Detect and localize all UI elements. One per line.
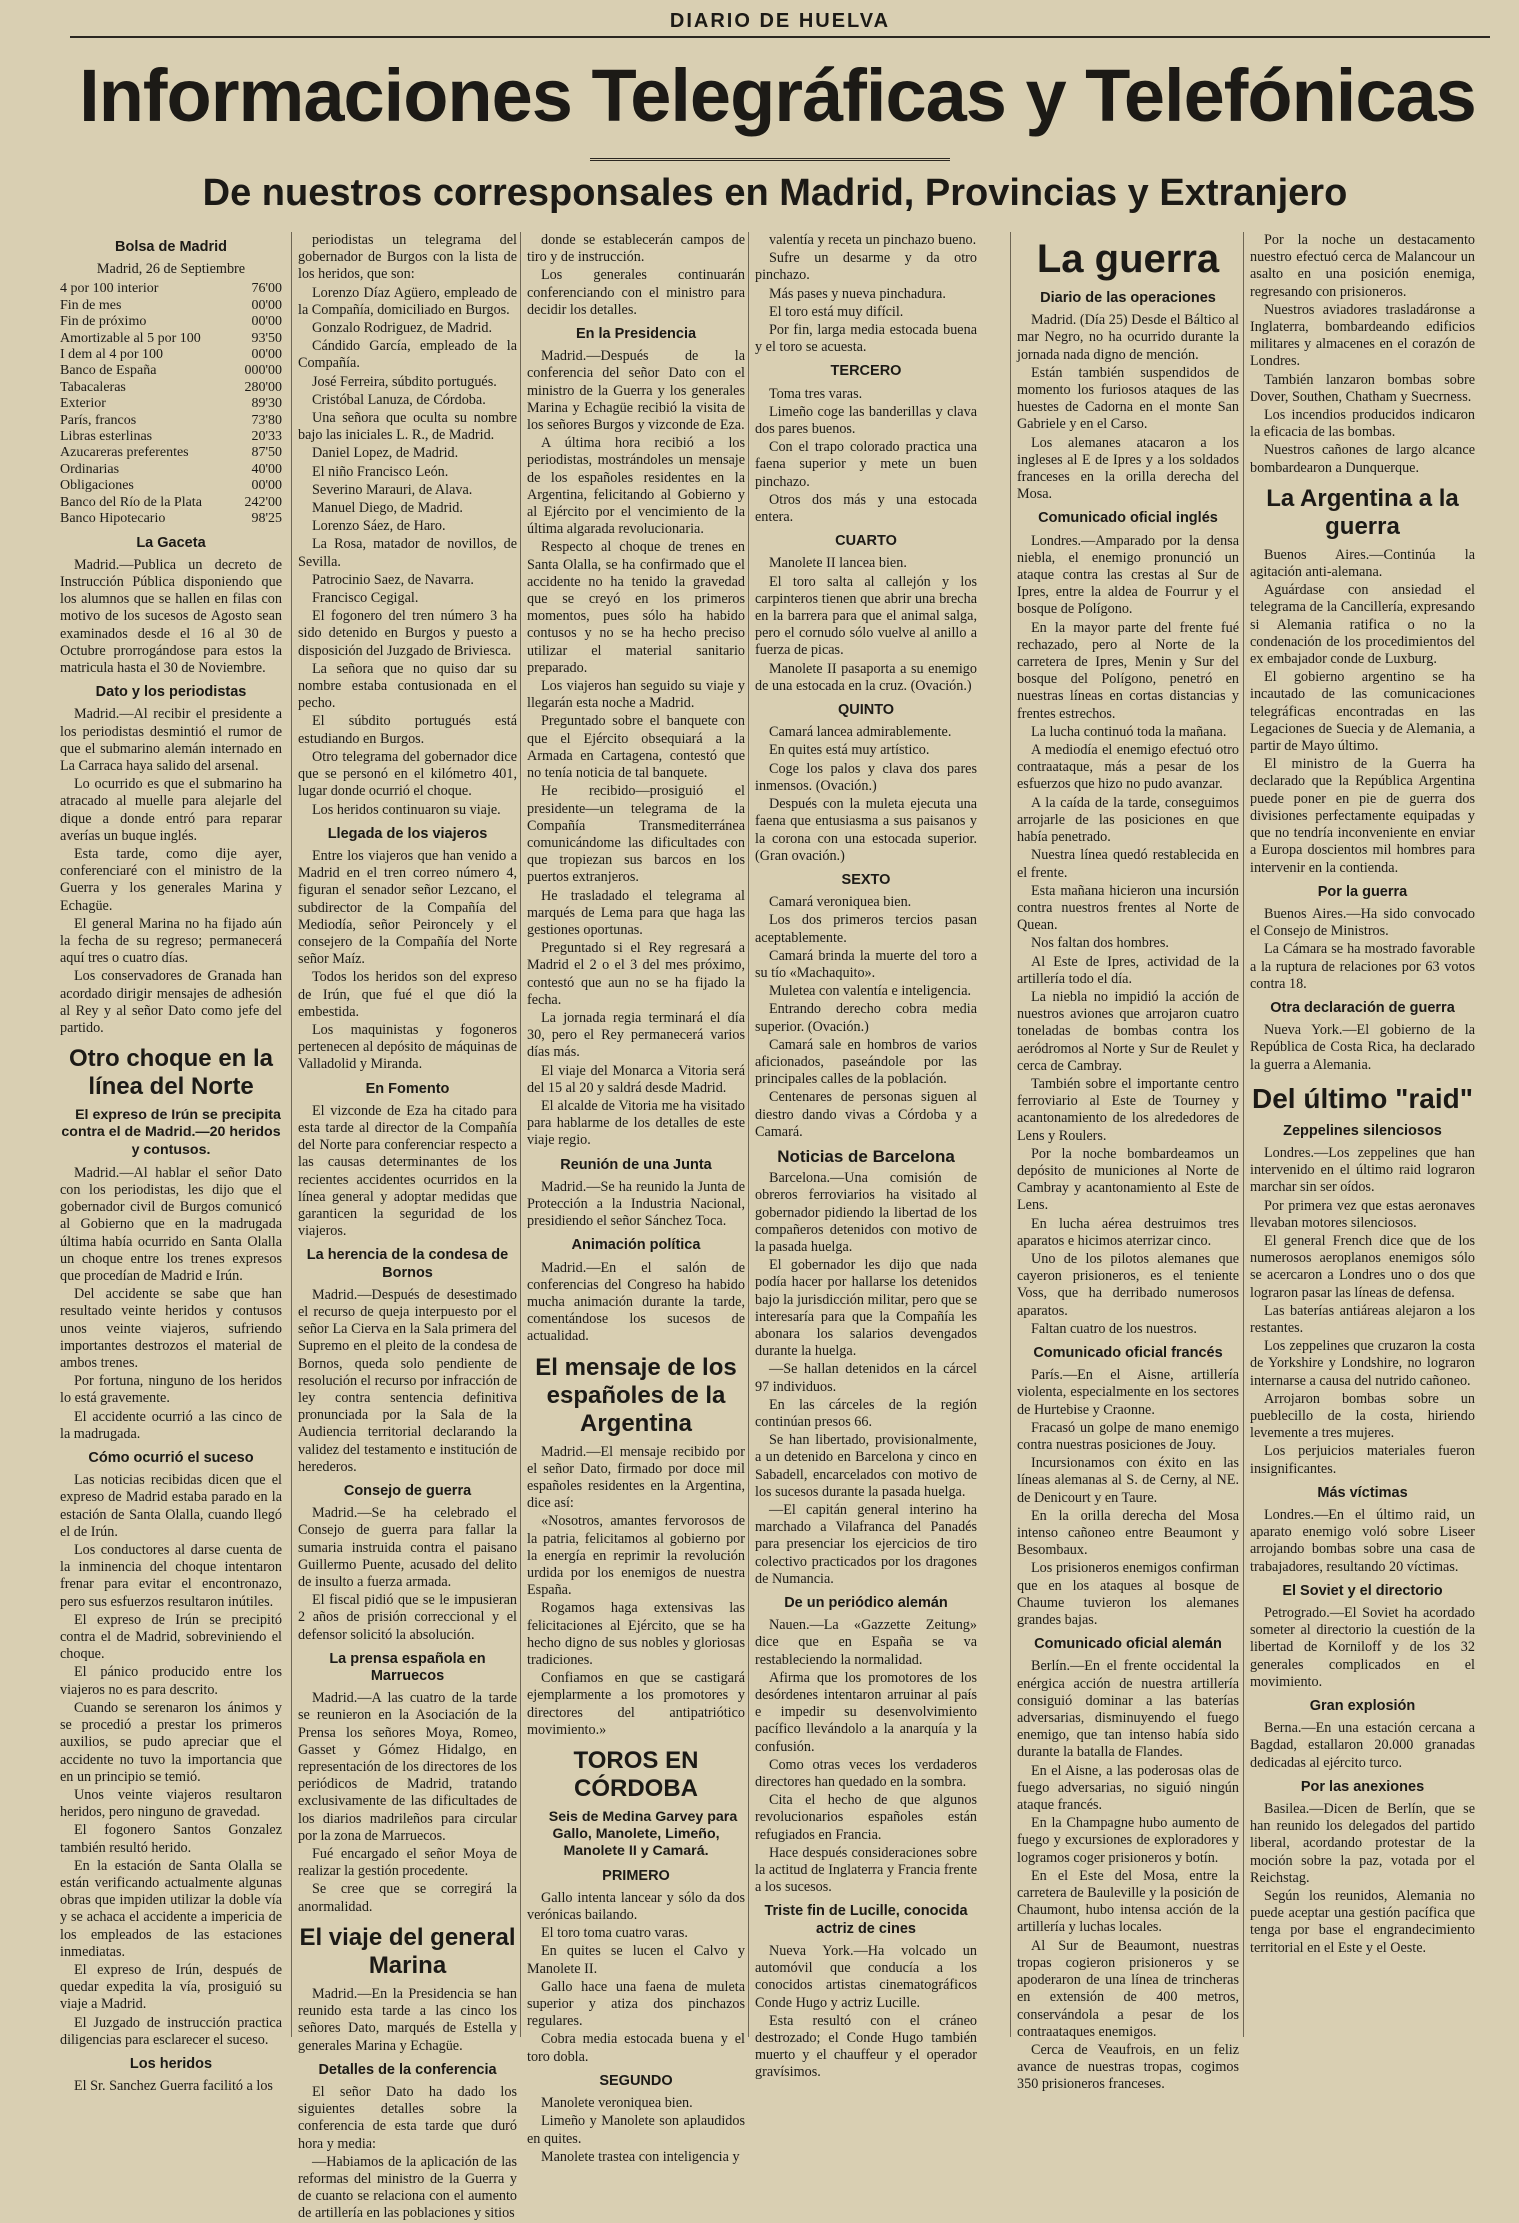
- article-paragraph: Gallo intenta lancear y sólo da dos verónicas bailando.: [527, 1889, 745, 1924]
- article-paragraph: En el Aisne, a las poderosas olas de fuego adversarias, no siguió ningún ataque francés.: [1017, 1762, 1239, 1814]
- stock-value: 40'00: [251, 461, 282, 477]
- article-paragraph: Están también suspendidos de momento los furiosos ataques de las huestes de Cadorna en el monte San Gabriele y en el Carso.: [1017, 364, 1239, 433]
- article-paragraph: Madrid.—Se ha celebrado el Consejo de guerra para fallar la sumaria instruida contra el paisano Guillermo Puente, acusado del delito de insulto a fuerza armada.: [298, 1505, 517, 1591]
- article-paragraph: Por primera vez que estas aeronaves llevaban motores silenciosos.: [1250, 1197, 1475, 1231]
- article-paragraph: Barcelona.—Una comisión de obreros ferroviarios ha visitado al gobernador pidiendo la libertad de los compañeros detenidos con motivo de la pasada huelga.: [755, 1170, 977, 1255]
- article-paragraph: Una señora que oculta su nombre bajo las iniciales L. R., de Madrid.: [298, 410, 517, 444]
- article-paragraph: Sufre un desarme y da otro pinchazo.: [755, 250, 977, 284]
- article-paragraph: El toro está muy difícil.: [769, 303, 904, 320]
- article-paragraph: Los alemanes atacaron a los ingleses al E de Ipres y a los soldados franceses en la orilla derecha del Mosa.: [1017, 434, 1239, 503]
- article-paragraph: Severino Marauri, de Alava.: [312, 481, 473, 498]
- section-title: Noticias de Barcelona: [777, 1146, 955, 1166]
- article-paragraph: La jornada regia terminará el día 30, pero el Rey permanecerá varios días más.: [527, 1009, 745, 1061]
- section-title: QUINTO: [837, 702, 895, 719]
- stock-value: 93'50: [251, 330, 282, 346]
- article-paragraph: El general French dice que de los numerosos aeroplanos enemigos sólo se acercaron a Londres uno o dos que lograron pasar las líneas de defensa.: [1250, 1232, 1475, 1301]
- article-paragraph: Lorenzo Sáez, de Haro.: [312, 518, 446, 535]
- column-1: [60, 232, 282, 2095]
- stock-label: París, francos: [60, 412, 137, 428]
- article-paragraph: Limeño y Manolete son aplaudidos en quites.: [527, 2113, 745, 2147]
- article-paragraph: Preguntado si el Rey regresará a Madrid el 2 o el 3 del mes próximo, contestó que aun no se ha fijado la fecha.: [527, 940, 745, 1008]
- article-paragraph: Se han libertado, provisionalmente, a un detenido en Barcelona y cinco en Sabadell, encarcelados con motivo de los sucesos durante la pasada huelga.: [755, 1432, 977, 1500]
- table-row: [60, 429, 282, 445]
- article-paragraph: Después con la muleta ejecuta una faena que entusiasma a sus paisanos y la corona con una estocada superior. (Gran ovación.): [755, 796, 977, 864]
- article-paragraph: Arrojaron bombas sobre un pueblecillo de la costa, hiriendo levemente a tres mujeres.: [1250, 1390, 1475, 1442]
- table-row: [60, 281, 282, 297]
- article-paragraph: Los prisioneros enemigos confirman que en los ataques al bosque de Chaume tuvieron los alemanes grandes bajas.: [1017, 1560, 1239, 1629]
- article-paragraph: En las cárceles de la región continúan presos 66.: [755, 1396, 977, 1430]
- stock-value: 00'00: [251, 347, 282, 363]
- stock-value: 000'00: [244, 363, 282, 379]
- section-title: Cómo ocurrió el suceso: [88, 1450, 254, 1467]
- article-paragraph: Fracasó un golpe de mano enemigo contra nuestras posiciones de Jouy.: [1017, 1419, 1239, 1453]
- article-paragraph: La niebla no impidió la acción de nuestros aviones que arrojaron cuatro toneladas de bombas contra los aeródromos al Norte y Sur de Reulet y cerca de Cambray.: [1017, 988, 1239, 1074]
- article-paragraph: Al Este de Ipres, actividad de la artillería todo el día.: [1017, 953, 1239, 987]
- table-row: [60, 363, 282, 379]
- stock-value: 242'00: [244, 494, 282, 510]
- stock-label: Obligaciones: [60, 478, 134, 494]
- article-paragraph: Madrid.—Al recibir el presidente a los periodistas desmintió el rumor de que el submarino alemán internado en La Carraca haya salido del arsenal.: [60, 706, 282, 774]
- table-row: [60, 347, 282, 363]
- article-paragraph: Nuestros cañones de largo alcance bombardearon a Dunquerque.: [1250, 442, 1475, 476]
- section-title: SEGUNDO: [599, 2072, 673, 2089]
- section-title: Reunión de una Junta: [560, 1156, 712, 1173]
- article-paragraph: Manuel Diego, de Madrid.: [312, 500, 463, 517]
- stock-value: 280'00: [244, 379, 282, 395]
- article-paragraph: A mediodía el enemigo efectuó otro contraataque, más a pesar de los esfuerzos que hizo no pudo avanzar.: [1017, 742, 1239, 793]
- article-paragraph: Respecto al choque de trenes en Santa Olalla, se ha confirmado que el accidente no ha tenido la gravedad que se creyó en los primeros momentos, pues sólo ha habido contusos y no se ha hecho preciso utilizar el material sanitario preparado.: [527, 539, 745, 676]
- article-paragraph: Los generales continuarán conferenciando con el ministro para decidir los detalles.: [527, 267, 745, 318]
- article-paragraph: Camará lancea admirablemente.: [769, 724, 952, 741]
- article-paragraph: Otro telegrama del gobernador dice que se personó en el kilómetro 401, lugar donde ocurrió el choque.: [298, 748, 517, 800]
- article-paragraph: He trasladado el telegrama al marqués de Lema para que haga las gestiones oportunas.: [527, 887, 745, 938]
- section-title: Animación política: [571, 1237, 701, 1254]
- article-paragraph: Berlín.—En el frente occidental la enérgica acción de nuestra artillería consiguió dominar a las baterías adversarias, disminuyendo el fuego enemigo, que tan intenso había sido durante la batalla de Flandes.: [1017, 1658, 1239, 1761]
- table-row: [60, 495, 282, 511]
- stock-label: Amortizable al 5 por 100: [60, 330, 201, 346]
- article-paragraph: El viaje del Monarca a Vitoria será del 15 al 20 y saldrá desde Madrid.: [527, 1062, 745, 1096]
- article-paragraph: Cobra media estocada buena y el toro dobla.: [527, 2031, 745, 2065]
- article-paragraph: Por la noche bombardeamos un depósito de municiones al Norte de Cambray y acantonamiento al Este de Lens.: [1017, 1145, 1239, 1214]
- section-title: La Argentina a la guerra: [1266, 484, 1459, 540]
- stock-value: 00'00: [251, 314, 282, 330]
- article-paragraph: Nueva York.—Ha volcado un automóvil que conducía a los conocidos artistas cinematográficos Conde Hugo y actriz Lucille.: [755, 1942, 977, 2011]
- stock-label: Ordinarias: [60, 461, 120, 477]
- article-paragraph: El expreso de Irún se precipitó contra el de Madrid, sobreviniendo el choque.: [60, 1611, 282, 1663]
- article-paragraph: Camará brinda la muerte del toro a su tío «Machaquito».: [755, 947, 977, 981]
- article-paragraph: El fogonero del tren número 3 ha sido detenido en Burgos y puesto a disposición del Juzgado de Briviesca.: [298, 608, 517, 659]
- section-title: Dato y los periodistas: [95, 684, 247, 701]
- stock-label: Libras esterlinas: [60, 429, 153, 445]
- article-paragraph: Cristóbal Lanuza, de Córdoba.: [312, 391, 486, 408]
- stock-value: 87'50: [251, 445, 282, 461]
- article-paragraph: La Cámara se ha mostrado favorable a la ruptura de relaciones por 63 votos contra 18.: [1250, 941, 1475, 992]
- article-paragraph: Los dos primeros tercios pasan aceptablemente.: [755, 912, 977, 946]
- article-paragraph: Londres.—Los zeppelines que han intervenido en el último raid lograron marchar sin ser oídos.: [1250, 1144, 1475, 1196]
- article-paragraph: En el Este del Mosa, entre la carretera de Bauleville y la posición de Chaumont, hubo intensa acción de la artillería y luchas locales.: [1017, 1867, 1239, 1936]
- article-paragraph: Londres.—Amparado por la densa niebla, el enemigo pronunció un ataque contra las crestas al Sur de Ipres, entre la aldea de Fourrur y el bosque de Polígono.: [1017, 532, 1239, 618]
- stock-value: 20'33: [251, 429, 282, 445]
- article-paragraph: periodistas un telegrama del gobernador de Burgos con la lista de los heridos, que son:: [298, 232, 517, 283]
- section-title: Zeppelines silenciosos: [1283, 1122, 1442, 1139]
- article-dek: El expreso de Irún se precipita contra el de Madrid.—20 heridos y contusos.: [61, 1107, 281, 1158]
- article-paragraph: He recibido—prosiguió el presidente—un telegrama de la Compañía Transmediterránea comunicándome las dificultades con que tropiezan sus barcos en los puertos extranjeros.: [527, 783, 745, 886]
- article-paragraph: Los conductores al darse cuenta de la inminencia del choque intentaron frenar para evitar el encontronazo, pero sus esfuerzos resultaron inútiles.: [60, 1542, 282, 1610]
- article-paragraph: El toro toma cuatro varas.: [541, 1925, 688, 1942]
- article-paragraph: Francisco Cegigal.: [312, 590, 419, 607]
- article-paragraph: Manolete II lancea bien.: [769, 555, 907, 572]
- article-paragraph: El señor Dato ha dado los siguientes detalles sobre la conferencia de esta tarde que duró hora y media:: [298, 2083, 517, 2152]
- table-row: [60, 331, 282, 347]
- sub-headline: De nuestros corresponsales en Madrid, Provincias y Extranjero: [202, 172, 1348, 214]
- section-title: TERCERO: [830, 363, 902, 380]
- article-paragraph: El Sr. Sanchez Guerra facilitó a los: [74, 2078, 273, 2095]
- section-title: El mensaje de los españoles de la Argentina: [535, 1353, 737, 1437]
- article-paragraph: Hace después consideraciones sobre la actitud de Inglaterra y Francia frente a los sucesos.: [755, 1844, 977, 1896]
- article-paragraph: La Rosa, matador de novillos, de Sevilla.: [298, 536, 517, 570]
- stock-label: Banco Hipotecario: [60, 511, 166, 527]
- section-title: Gran explosión: [1309, 1698, 1416, 1715]
- article-paragraph: Incursionamos con éxito en las líneas alemanas al S. de Cerny, al NE. de Denicourt y en Taure.: [1017, 1455, 1239, 1506]
- article-paragraph: Nos faltan dos hombres.: [1031, 935, 1169, 952]
- article-paragraph: Unos veinte viajeros resultaron heridos, pero ninguno de gravedad.: [60, 1786, 282, 1821]
- section-title: Triste fin de Lucille, conocida actriz de cines: [764, 1903, 968, 1937]
- article-paragraph: Manolete veroniquea bien.: [541, 2095, 693, 2112]
- article-paragraph: El gobierno argentino se ha incautado de las comunicaciones telegráficas encontradas en las Legaciones de Suecia y de Alemania, a partir de Mayo último.: [1250, 669, 1475, 755]
- stock-table: [60, 281, 282, 527]
- section-title: De un periódico alemán: [784, 1595, 948, 1612]
- article-paragraph: Los zeppelines que cruzaron la costa de Yorkshire y Londshire, no lograron internarse a causa del nutrido cañoneo.: [1250, 1338, 1475, 1389]
- article-paragraph: Petrogrado.—El Soviet ha acordado someter al directorio la cuestión de la libertad de Korniloff y de los 32 generales complicados en el movimiento.: [1250, 1605, 1475, 1690]
- article-paragraph: Gallo hace una faena de muleta superior y atiza dos pinchazos regulares.: [527, 1978, 745, 2030]
- article-paragraph: —El capitán general interino ha marchado a Vilafranca del Panadés para presenciar los ejercicios de tiro colectivo practicados por los dragones de Numancia.: [755, 1502, 977, 1587]
- article-paragraph: Rogamos haga extensivas las felicitaciones al Ejército, que se ha hecho digno de sus nobles y gloriosas tradiciones.: [527, 1600, 745, 1669]
- article-paragraph: Las noticias recibidas dicen que el expreso de Madrid estaba parado en la estación de Santa Olalla, cuando llegó el de Irún.: [60, 1472, 282, 1540]
- section-title: Otra declaración de guerra: [1270, 999, 1455, 1016]
- section-title: PRIMERO: [602, 1867, 670, 1884]
- stock-value: 76'00: [251, 281, 282, 297]
- article-paragraph: Lorenzo Díaz Agüero, empleado de la Compañía, domiciliado en Burgos.: [298, 284, 517, 318]
- stock-label: Fin de mes: [60, 297, 122, 313]
- article-paragraph: Más pases y nueva pinchadura.: [769, 285, 946, 302]
- stock-label: Banco del Río de la Plata: [60, 494, 202, 510]
- article-paragraph: El fogonero Santos Gonzalez también resultó herido.: [60, 1822, 282, 1856]
- table-row: [60, 445, 282, 461]
- section-title: SEXTO: [841, 871, 891, 888]
- article-paragraph: Manolete trastea con inteligencia y: [541, 2148, 740, 2165]
- article-paragraph: Madrid.—Después de la conferencia del señor Dato con el ministro de la Guerra y los generales Marina y Echagüe recibió la visita de los señores Burgos y vizconde de Eza.: [527, 348, 745, 434]
- article-paragraph: En la Champagne hubo aumento de fuego y excursiones de exploradores y logramos coger prisioneros y botín.: [1017, 1815, 1239, 1866]
- article-paragraph: Por fin, larga media estocada buena y el toro se acuesta.: [755, 322, 977, 356]
- article-paragraph: Los conservadores de Granada han acordado dirigir mensajes de adhesión al Rey y al señor Dato como jefe del partido.: [60, 968, 282, 1036]
- article-paragraph: —Se hallan detenidos en la cárcel 97 individuos.: [755, 1361, 977, 1395]
- article-paragraph: El gobernador les dijo que nada podía hacer por hallarse los detenidos bajo la jurisdicción militar, pero que se interesaría para que la Compañía les abonara los salarios devengados durante la huelga.: [755, 1257, 977, 1360]
- article-paragraph: El vizconde de Eza ha citado para esta tarde al director de la Compañía del Norte para conferenciar respecto a las causas determinantes de los recientes accidentes ocurridos en la línea general y adoptar medidas que garanticen la seguridad de los viajeros.: [298, 1102, 517, 1240]
- article-paragraph: Cerca de Veaufrois, en un feliz avance de nuestras tropas, cogimos 350 prisioneros franceses.: [1017, 2041, 1239, 2093]
- article-paragraph: Preguntado sobre el banquete con que el Ejército obsequiará a la Armada en Cartagena, contestó que no tenía noticia de tal banquete.: [527, 713, 745, 782]
- section-title: La herencia de la condesa de Bornos: [306, 1247, 509, 1281]
- section-title: Llegada de los viajeros: [327, 825, 488, 842]
- article-paragraph: Nueva York.—El gobierno de la República de Costa Rica, ha declarado la guerra a Alemania.: [1250, 1022, 1475, 1073]
- article-paragraph: En lucha aérea destruimos tres aparatos e hicimos aterrizar cinco.: [1017, 1215, 1239, 1249]
- article-paragraph: «Nosotros, amantes fervorosos de la patria, felicitamos al gobierno por la energía en reprimir la revolución urdida por los enemigos de nuestra España.: [527, 1513, 745, 1599]
- article-paragraph: Entrando derecho cobra media superior. (Ovación.): [755, 1001, 977, 1035]
- article-paragraph: La señora que no quiso dar su nombre estaba contusionada en el pecho.: [298, 660, 517, 712]
- article-paragraph: Basilea.—Dicen de Berlín, que se han reunido los delegados del partido liberal, acordando protestar de la moción sobre la paz, votada por el Reichstag.: [1250, 1801, 1475, 1886]
- table-row: [60, 478, 282, 494]
- article-paragraph: Centenares de personas siguen al diestro dando vivas a Córdoba y a Camará.: [755, 1089, 977, 1140]
- article-paragraph: Faltan cuatro de los nuestros.: [1031, 1320, 1197, 1337]
- article-paragraph: Madrid.—Se ha reunido la Junta de Protección a la Industria Nacional, presidiendo el señor Sánchez Toca.: [527, 1178, 745, 1230]
- article-paragraph: El pánico producido entre los viajeros no es para descrito.: [60, 1664, 282, 1698]
- article-paragraph: El súbdito portugués está estudiando en Burgos.: [298, 713, 517, 747]
- article-paragraph: A la caída de la tarde, conseguimos arrojarle de las posiciones en que había penetrado.: [1017, 794, 1239, 846]
- article-paragraph: Muletea con valentía e inteligencia.: [769, 983, 972, 1000]
- article-paragraph: Madrid.—Al hablar el señor Dato con los periodistas, les dijo que el gobernador civil de Burgos comunicó al Gobierno que en la madrugada última había ocurrido en Santa Olalla un choque entre los trenes expresos que procedían de Madrid e Irún.: [60, 1164, 282, 1285]
- column-4: [748, 232, 977, 2081]
- article-paragraph: Esta tarde, como dije ayer, conferenciaré con el ministro de la Guerra y los generales Marina y Echagüe.: [60, 845, 282, 914]
- article-paragraph: Madrid.—Publica un decreto de Instrucción Pública disponiendo que los alumnos que se hallen en filas con motivo de los sucesos de Agosto sean examinados desde el 16 al 30 de Octubre prorrogándose para estos la matricula hasta el 30 de Noviembre.: [60, 556, 282, 676]
- article-paragraph: Cándido García, empleado de la Compañía.: [298, 338, 517, 372]
- stock-label: Exterior: [60, 396, 106, 412]
- section-title: Diario de las operaciones: [1040, 290, 1216, 306]
- article-paragraph: El expreso de Irún, después de quedar expedita la vía, prosiguió su viaje a Madrid.: [60, 1961, 282, 2013]
- section-title: Comunicado oficial francés: [1033, 1344, 1223, 1361]
- article-paragraph: En quites se lucen el Calvo y Manolete II.: [527, 1943, 745, 1977]
- article-paragraph: Según los reunidos, Alemania no puede aceptar una gestión pacífica que tenga por base el engrandecimiento territorial en el Este y el Oeste.: [1250, 1888, 1475, 1956]
- article-paragraph: Las baterías antiáreas alejaron a los restantes.: [1250, 1302, 1475, 1336]
- article-paragraph: Camará sale en hombros de varios aficionados, paseándole por las principales calles de la población.: [755, 1036, 977, 1088]
- section-title: TOROS EN CÓRDOBA: [573, 1747, 699, 1803]
- section-title: Consejo de guerra: [343, 1483, 472, 1500]
- column-2: [291, 232, 517, 2222]
- article-paragraph: donde se establecerán campos de tiro y de instrucción.: [527, 232, 745, 266]
- article-paragraph: Al Sur de Beaumont, nuestras tropas cogieron prisioneros y se apoderaron de una línea de trincheras en extensión de 400 metros, conservándola a pesar de los contraataques enemigos.: [1017, 1937, 1239, 2040]
- stock-value: 73'80: [251, 412, 282, 428]
- article-paragraph: Coge los palos y clava dos pares inmensos. (Ovación.): [755, 760, 977, 794]
- article-paragraph: Se cree que se corregirá la anormalidad.: [298, 1881, 517, 1915]
- stock-value: 98'25: [251, 511, 282, 527]
- article-paragraph: Los heridos continuaron su viaje.: [312, 801, 501, 818]
- article-paragraph: Buenos Aires.—Continúa la agitación anti-alemana.: [1250, 546, 1475, 581]
- article-paragraph: También lanzaron bombas sobre Dover, Southen, Chatham y Suecrness.: [1250, 371, 1475, 405]
- stock-value: 00'00: [251, 478, 282, 494]
- stock-label: I dem al 4 por 100: [60, 347, 164, 363]
- stock-label: Fin de próximo: [60, 314, 147, 330]
- article-paragraph: En la orilla derecha del Mosa intenso cañoneo entre Beaumont y Besombaux.: [1017, 1507, 1239, 1559]
- article-paragraph: Madrid.—El mensaje recibido por el señor Dato, firmado por doce mil españoles residentes en la Argentina, dice así:: [527, 1443, 745, 1512]
- section-title: Otro choque en la línea del Norte: [68, 1045, 274, 1101]
- table-row: [60, 380, 282, 396]
- table-row: [60, 511, 282, 527]
- section-title: Por las anexiones: [1300, 1778, 1425, 1795]
- article-paragraph: Toma tres varas.: [769, 385, 863, 402]
- article-paragraph: En la mayor parte del frente fué rechazado, pero al Norte de la carretera de Ipres, Menin y Sur del bosque del Polígono, penetró en nuestras líneas en cortas distancias y frentes estrechos.: [1017, 619, 1239, 722]
- article-paragraph: José Ferreira, súbdito portugués.: [312, 373, 497, 390]
- article-paragraph: Nauen.—La «Gazzette Zeitung» dice que en España se va restableciendo la normalidad.: [755, 1617, 977, 1668]
- page-header: [70, 8, 1490, 38]
- article-paragraph: Madrid.—Después de desestimado el recurso de queja interpuesto por el señor La Cierva en la Sala primera del Supremo en el pleito de la condesa de Bornos, queda solo pendiente de resolución el recurso por infracción de ley contra sentencia definitiva pronunciada por la Sala de la Audiencia territorial declarando la validez del testamento e institución de herederos.: [298, 1286, 517, 1475]
- article-paragraph: Nuestra línea quedó restablecida en el frente.: [1017, 847, 1239, 881]
- article-paragraph: Nuestros aviadores trasladáronse a Inglaterra, bombardeando edificios militares y almacenes en el corazón de Londres.: [1250, 301, 1475, 370]
- article-paragraph: Esta resultó con el cráneo destrozado; el Conde Hugo también muerto y el chauffeur y el operador gravísimos.: [755, 2012, 977, 2081]
- article-paragraph: Todos los heridos son del expreso de Irún, que fué el que dió la embestida.: [298, 969, 517, 1020]
- dateline: Madrid, 26 de Septiembre: [96, 261, 246, 278]
- section-title: La guerra: [1036, 237, 1220, 281]
- paper-name: DIARIO DE HUELVA: [669, 10, 891, 32]
- article-paragraph: La lucha continuó toda la mañana.: [1031, 723, 1227, 740]
- article-paragraph: Daniel Lopez, de Madrid.: [312, 445, 459, 462]
- article-paragraph: Los perjuicios materiales fueron insignificantes.: [1250, 1443, 1475, 1477]
- article-paragraph: En quites está muy artístico.: [769, 742, 930, 759]
- stock-label: Banco de España: [60, 363, 157, 379]
- article-paragraph: En la estación de Santa Olalla se están verificando actualmente algunas obras que impiden utilizar la doble vía y se achaca el accidente a impericia de los empleados de las estaciones inmediatas.: [60, 1857, 282, 1960]
- article-paragraph: Aguárdase con ansiedad el telegrama de la Cancillería, expresando si Alemania ratifica o no la condenación de los procedimientos del ex embajador conde de Luxburg.: [1250, 582, 1475, 668]
- article-paragraph: Cita el hecho de que algunos revolucionarios españoles están refugiados en Francia.: [755, 1792, 977, 1843]
- article-paragraph: Camará veroniquea bien.: [769, 894, 912, 911]
- article-paragraph: El niño Francisco León.: [312, 463, 449, 480]
- article-paragraph: Esta mañana hicieron una incursión contra nuestros frentes al Norte de Quean.: [1017, 882, 1239, 934]
- section-title: Los heridos: [129, 2055, 213, 2072]
- article-paragraph: Otros dos más y una estocada entera.: [755, 491, 977, 526]
- article-paragraph: Uno de los pilotos alemanes que cayeron prisioneros, es el teniente Voss, que ha derribado numerosos aparatos.: [1017, 1250, 1239, 1319]
- article-paragraph: Con el trapo colorado practica una faena superior y mete un buen pinchazo.: [755, 439, 977, 490]
- article-paragraph: valentía y receta un pinchazo bueno.: [769, 232, 977, 248]
- article-paragraph: Patrocinio Saez, de Navarra.: [312, 571, 474, 588]
- article-paragraph: A última hora recibió a los periodistas, mostrándoles un mensaje de los españoles residentes en la Argentina, felicitando al Gobierno y al Ejército por el vencimiento de la última algarada revolucionaria.: [527, 435, 745, 538]
- section-title: Por la guerra: [1317, 883, 1408, 900]
- article-paragraph: Confiamos en que se castigará ejemplarmente a los promotores y directores del antipatriótico movimiento.»: [527, 1670, 745, 1738]
- headline-rule: [590, 158, 950, 164]
- article-paragraph: El general Marina no ha fijado aún la fecha de su regreso; permanecerá aquí tres o cuatro días.: [60, 915, 282, 967]
- article-paragraph: —Habiamos de la aplicación de las reformas del ministro de la Guerra y de cuanto se relaciona con el aumento de artillería en las poblaciones y sitios: [298, 2153, 517, 2222]
- article-paragraph: Cuando se serenaron los ánimos y se procedió a prestar los primeros auxilios, se pudo apreciar que el accidente no tuvo la importancia que en un principio se temió.: [60, 1699, 282, 1785]
- section-title: El viaje del general Marina: [299, 1923, 516, 1979]
- article-paragraph: Londres.—En el último raid, un aparato enemigo voló sobre Liseer arrojando bombas sobre una casa de trabajadores, resultando 20 víctimas.: [1250, 1507, 1475, 1575]
- article-paragraph: Del accidente se sabe que han resultado veinte heridos y contusos unos veinte viajeros, sufriendo importantes destrozos el material de ambos trenes.: [60, 1286, 282, 1372]
- article-paragraph: Manolete II pasaporta a su enemigo de una estocada en la cruz. (Ovación.): [755, 660, 977, 694]
- article-paragraph: Buenos Aires.—Ha sido convocado el Consejo de Ministros.: [1250, 905, 1475, 940]
- article-paragraph: El fiscal pidió que se le impusieran 2 años de prisión correccional y el defensor solicitó la absolución.: [298, 1592, 517, 1643]
- article-paragraph: El toro salta al callejón y los carpinteros tienen que abrir una brecha en la barrera para que el animal salga, pero el cornudo sólo vuelve al anillo a fuerza de picas.: [755, 573, 977, 659]
- column-3: [520, 232, 745, 2165]
- article-paragraph: También sobre el importante centro ferroviario al Este de Tourney y acantonamiento de los alrededores de Lens y Roulers.: [1017, 1075, 1239, 1144]
- article-paragraph: Madrid. (Día 25) Desde el Báltico al mar Negro, no ha ocurrido durante la jornada nada digno de mención.: [1017, 312, 1239, 363]
- article-paragraph: Los viajeros han seguido su viaje y llegarán esta noche a Madrid.: [527, 678, 745, 712]
- stock-label: Tabacaleras: [60, 379, 126, 395]
- article-paragraph: Lo ocurrido es que el submarino ha atracado al muelle para alejarle del dique a donde entró para reparar averías un buque inglés.: [60, 776, 282, 844]
- section-title: El Soviet y el directorio: [1282, 1582, 1443, 1599]
- section-title: Detalles de la conferencia: [318, 2061, 497, 2078]
- section-title: La Gaceta: [136, 534, 206, 551]
- table-row: [60, 396, 282, 412]
- section-title: Más víctimas: [1317, 1484, 1408, 1501]
- article-paragraph: Afirma que los promotores de los desórdenes intentaron arruinar al país e impedir su desenvolvimiento pacífico llevándolo a la anarquía y la confusión.: [755, 1669, 977, 1755]
- article-paragraph: Berna.—En una estación cercana a Bagdad, estallaron 20.000 granadas dedicadas al ejército turco.: [1250, 1720, 1475, 1771]
- article-paragraph: Los maquinistas y fogoneros pertenecen al depósito de máquinas de Valladolid y Miranda.: [298, 1021, 517, 1073]
- section-title: En la Presidencia: [575, 326, 697, 343]
- section-title: CUARTO: [835, 533, 897, 550]
- article-paragraph: Como otras veces los verdaderos directores han quedado en la sombra.: [755, 1756, 977, 1791]
- section-title: Del último "raid": [1251, 1082, 1474, 1114]
- article-paragraph: Por fortuna, ninguno de los heridos lo está gravemente.: [60, 1373, 282, 1407]
- article-paragraph: Fué encargado el señor Moya de realizar la gestión procedente.: [298, 1846, 517, 1880]
- column-5: [1010, 232, 1239, 2093]
- article-paragraph: Madrid.—En la Presidencia se han reunido esta tarde a las cinco los señores Dato, marqués de Estella y generales Marina y Echagüe.: [298, 1985, 517, 2054]
- column-6: [1243, 232, 1475, 2037]
- stock-value: 00'00: [251, 297, 282, 313]
- article-paragraph: Los incendios producidos indicaron la eficacia de las bombas.: [1250, 407, 1475, 441]
- article-paragraph: Madrid.—En el salón de conferencias del Congreso ha habido mucha animación durante la tarde, comentándose los sucesos de actualidad.: [527, 1259, 745, 1345]
- section-title: Comunicado oficial alemán: [1034, 1636, 1222, 1653]
- main-headline: Informaciones Telegráficas y Telefónicas: [79, 54, 1476, 137]
- stock-label: 4 por 100 interior: [60, 281, 159, 297]
- article-paragraph: Entre los viajeros que han venido a Madrid en el tren correo número 4, figuran el senador señor Lezcano, el subdirector de la Compañía del Mediodía, señor Peironcely y el consejero de la Compañía del Norte señor Maíz.: [298, 847, 517, 968]
- stock-label: Azucareras preferentes: [60, 445, 189, 461]
- article-paragraph: París.—En el Aisne, artillería violenta, especialmente en los sectores de Hurtebise y Craonne.: [1017, 1367, 1239, 1418]
- article-paragraph: Por la noche un destacamento nuestro efectuó cerca de Malancour un asalto en una posición enemiga, regresando con prisioneros.: [1250, 232, 1475, 300]
- table-row: [60, 462, 282, 478]
- section-title: La prensa española en Marruecos: [329, 1650, 486, 1685]
- article-paragraph: Madrid.—A las cuatro de la tarde se reunieron en la Asociación de la Prensa los señores Moya, Romeo, Gasset y Gómez Hidalgo, en representación de los directores de los periódicos de Madrid, tratando exclusivamente de las dificultades de los diarios madrileños para circular por la zona de Marruecos.: [298, 1690, 517, 1844]
- table-row: [60, 298, 282, 314]
- article-paragraph: El accidente ocurrió a las cinco de la madrugada.: [60, 1408, 282, 1442]
- section-title: Comunicado oficial inglés: [1038, 510, 1218, 527]
- section-title: En Fomento: [365, 1080, 450, 1097]
- article-paragraph: El Juzgado de instrucción practica diligencias para esclarecer el suceso.: [60, 2014, 282, 2048]
- article-paragraph: El ministro de la Guerra ha declarado que la República Argentina puede poner en pie de guerra dos divisiones perfectamente equipadas y que no tendría inconveniente en enviar a Europa doscientos mil hombres para intervenir en la contienda.: [1250, 756, 1475, 876]
- section-title: Bolsa de Madrid: [115, 239, 227, 255]
- article-dek: Seis de Medina Garvey para Gallo, Manolete, Limeño, Manolete II y Camará.: [548, 1809, 738, 1860]
- article-paragraph: El alcalde de Vitoria me ha visitado para hablarme de los detalles de este viaje regio.: [527, 1097, 745, 1149]
- table-row: [60, 413, 282, 429]
- stock-value: 89'30: [251, 396, 282, 412]
- article-paragraph: Gonzalo Rodriguez, de Madrid.: [312, 320, 493, 337]
- table-row: [60, 314, 282, 330]
- article-paragraph: Limeño coge las banderillas y clava dos pares buenos.: [755, 403, 977, 438]
